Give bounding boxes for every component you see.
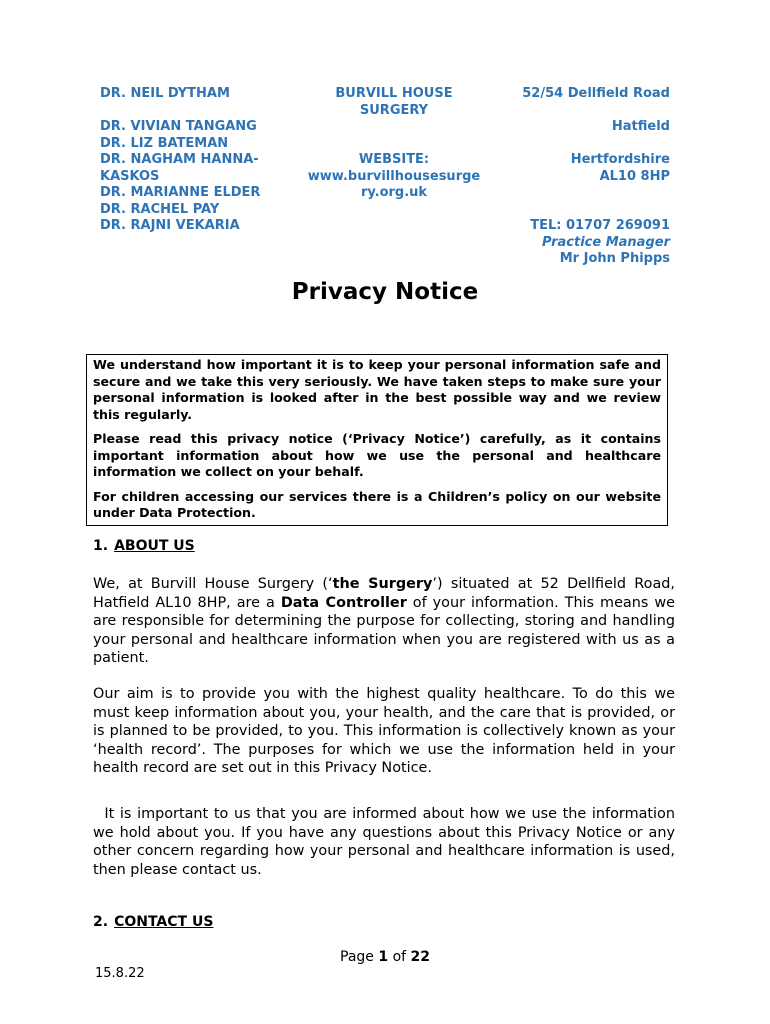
address-block bbox=[490, 86, 670, 268]
surgery-name: BURVILL HOUSE bbox=[335, 86, 453, 101]
address-line: Hatfield bbox=[611, 119, 670, 134]
document-date: 15.8.22 bbox=[95, 966, 145, 981]
page-number: Page 1 of 22 bbox=[340, 949, 430, 965]
intro-paragraph: For children accessing our services there is a Children’s policy on our website under Data Protection. bbox=[93, 488, 661, 520]
section-heading-contact-us bbox=[93, 914, 213, 930]
section-title: ABOUT US bbox=[114, 538, 195, 554]
telephone: TEL: 01707 269091 bbox=[530, 218, 670, 233]
doctor-name: DR. NAGHAM HANNA- bbox=[100, 152, 259, 167]
doctors-list bbox=[100, 86, 300, 235]
section-title: CONTACT US bbox=[114, 914, 214, 930]
about-paragraph-2: Our aim is to provide you with the highest quality healthcare. To do this we must keep information about you, your health, and the care that is provided, or is planned to be provided, to you. This information is collectively known as your ‘health record’. The purposes for which we use the information held in your health record are set out in this Privacy Notice. bbox=[93, 686, 675, 777]
manager-name: Mr John Phipps bbox=[559, 251, 670, 266]
intro-paragraph: Please read this privacy notice (‘Privacy Notice’) carefully, as it contains important information about how we use the personal and healthcare information we collect on your behalf. bbox=[93, 431, 661, 479]
doctor-name: DR. MARIANNE ELDER bbox=[100, 185, 261, 200]
section-heading-about-us bbox=[93, 538, 195, 554]
intro-paragraph: We understand how important it is to keep your personal information safe and secure and we take this very seriously. We have taken steps to make sure your personal information is looked after in the best possible way and we review this regularly. bbox=[93, 357, 661, 422]
manager-role: Practice Manager bbox=[541, 234, 670, 250]
surgery-name: SURGERY bbox=[359, 102, 429, 118]
doctor-name: DR. VIVIAN TANGANG bbox=[100, 119, 257, 134]
about-paragraph-1: We, at Burvill House Surgery (‘the Surgery’) situated at 52 Dellfield Road, Hatfield AL10 8HP, are a Data Controller of your information. This means we are responsible for determining the purpose for collecting, storing and handling your personal and healthcare information when you are registered with us as a patient. bbox=[93, 576, 675, 667]
section-number: 2. bbox=[93, 914, 109, 930]
about-paragraph-3: It is important to us that you are informed about how we use the information we hold about you. If you have any questions about this Privacy Notice or any other concern regarding how your personal and healthcare information is used, then please contact us. bbox=[93, 806, 680, 878]
section-number: 1. bbox=[93, 538, 109, 554]
intro-box bbox=[86, 354, 668, 526]
doctor-name: DR. LIZ BATEMAN bbox=[100, 135, 229, 151]
doctor-name: KASKOS bbox=[100, 168, 160, 184]
website-url[interactable]: www.burvillhousesurge bbox=[307, 168, 481, 184]
surgery-info bbox=[297, 86, 491, 202]
website-label: WEBSITE: bbox=[358, 152, 430, 167]
address-line: AL10 8HP bbox=[599, 168, 670, 184]
address-line: 52/54 Dellfield Road bbox=[522, 86, 670, 101]
page-title: Privacy Notice bbox=[291, 279, 479, 305]
doctor-name: DR. RAJNI VEKARIA bbox=[100, 218, 240, 233]
address-line: Hertfordshire bbox=[570, 152, 670, 167]
doctor-name: DR. NEIL DYTHAM bbox=[100, 86, 230, 101]
doctor-name: DR. RACHEL PAY bbox=[100, 201, 220, 217]
website-url[interactable]: ry.org.uk bbox=[360, 185, 428, 200]
